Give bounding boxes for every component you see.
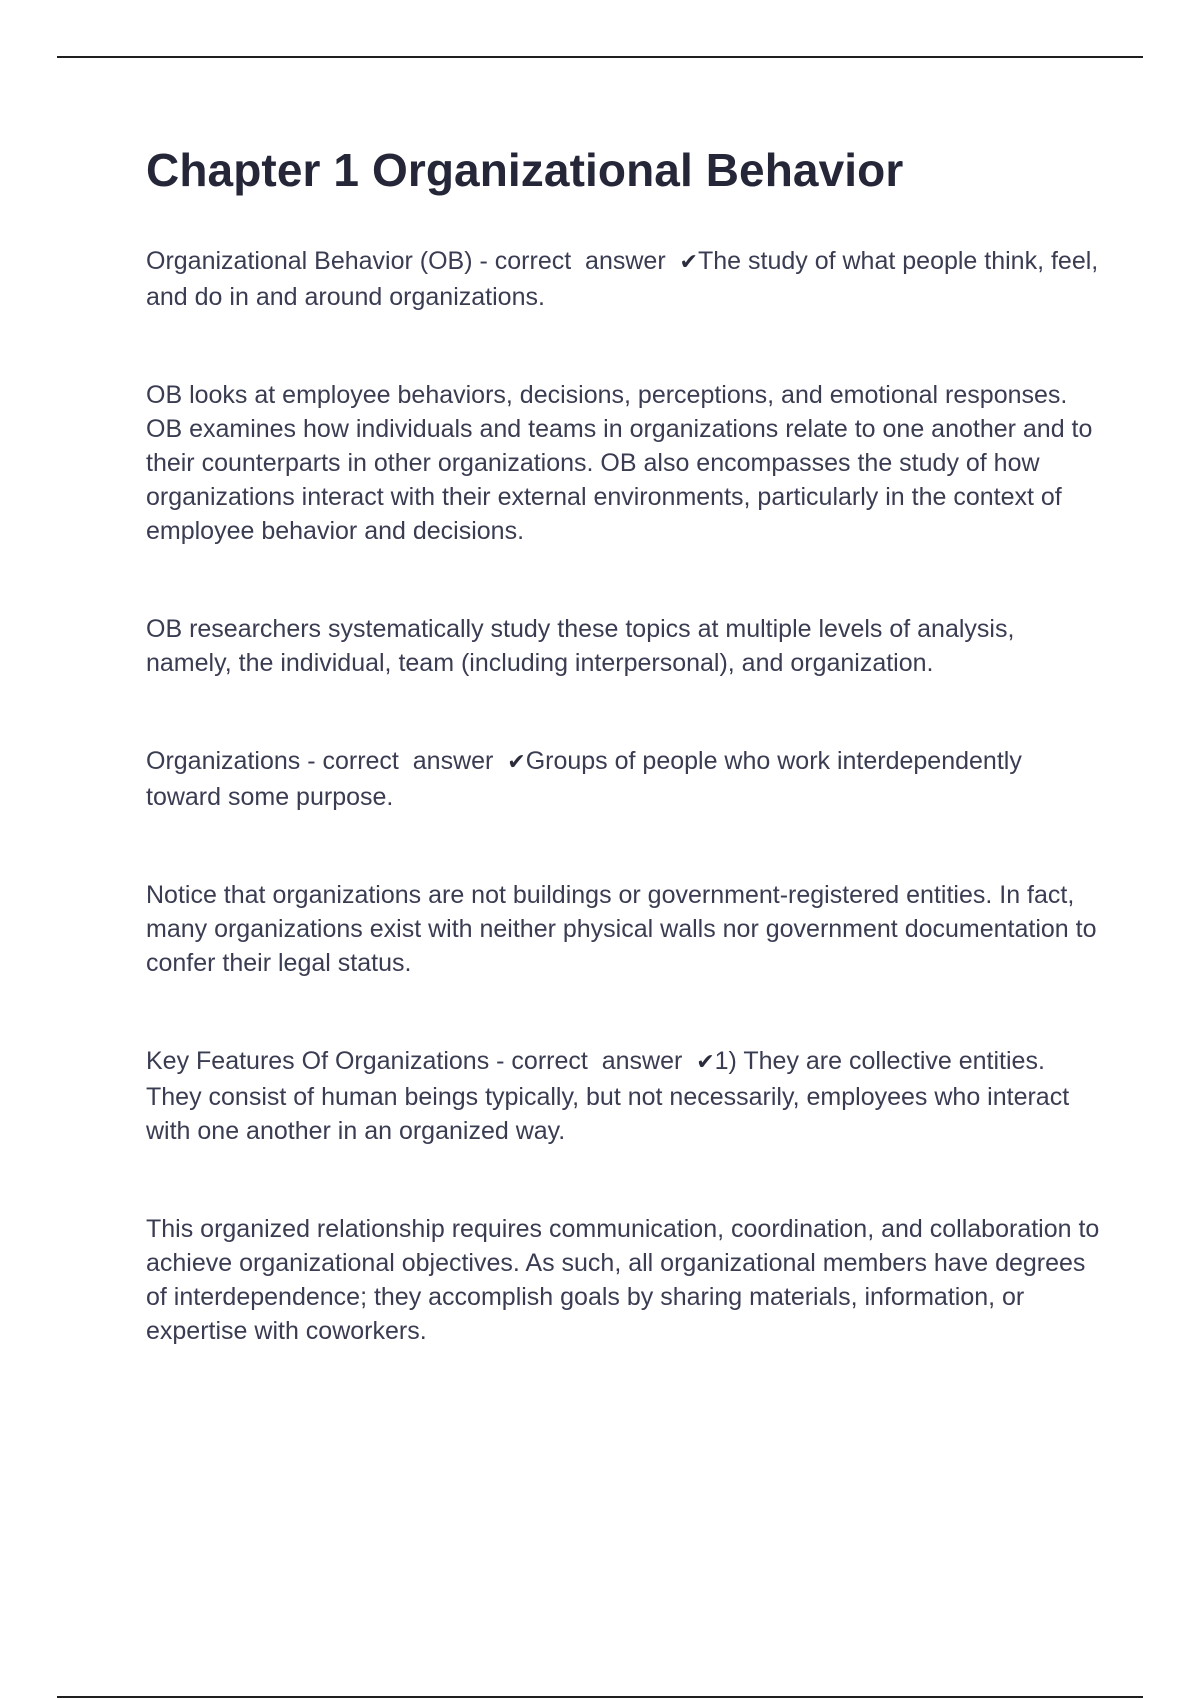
- top-rule: [57, 56, 1143, 58]
- qa-entry: [146, 1044, 1101, 1148]
- qa-entry: [146, 244, 1101, 314]
- entry-answer: 1) They are collective entities. They consist of human beings typically, but not necessarily, employees who interact with one another in an organized way.: [146, 1047, 1070, 1145]
- entry-answer: The study of what people think, feel, and do in and around organizations.: [146, 247, 1099, 311]
- check-icon: ✔: [696, 1050, 715, 1075]
- answer-marker: - correct answer: [300, 747, 508, 775]
- entry-term: Organizational Behavior (OB): [146, 247, 473, 275]
- paragraph: Notice that organizations are not buildings or government-registered entities. In fact, many organizations exist with neither physical walls nor government documentation to confer their legal status.: [146, 881, 1097, 977]
- paragraph: This organized relationship requires communication, coordination, and collaboration to achieve organizational objectives. As such, all organizational members have degrees of interdependence; they accomplish goals by sharing materials, information, or expertise with coworkers.: [146, 1215, 1100, 1345]
- content-blocks: [146, 244, 1101, 1348]
- check-icon: ✔: [507, 750, 526, 775]
- bottom-rule: [57, 1696, 1143, 1698]
- answer-marker: - correct answer: [472, 247, 680, 275]
- page-title: Chapter 1 Organizational Behavior: [146, 144, 904, 196]
- entry-term: Key Features Of Organizations: [146, 1047, 490, 1075]
- answer-marker: - correct answer: [489, 1047, 697, 1075]
- document-page: [146, 140, 1101, 1348]
- paragraph: OB researchers systematically study these topics at multiple levels of analysis, namely, the individual, team (including interpersonal), and organization.: [146, 615, 1015, 677]
- check-icon: ✔: [679, 250, 698, 275]
- entry-answer: Groups of people who work interdependently toward some purpose.: [146, 747, 1022, 811]
- entry-term: Organizations: [146, 747, 301, 775]
- paragraph: OB looks at employee behaviors, decisions, perceptions, and emotional responses. OB examines how individuals and teams in organizations relate to one another and to their counterparts in other organizations. OB also encompasses the study of how organizations interact with their external environments, particularly in the context of employee behavior and decisions.: [146, 381, 1093, 545]
- qa-entry: [146, 744, 1101, 814]
